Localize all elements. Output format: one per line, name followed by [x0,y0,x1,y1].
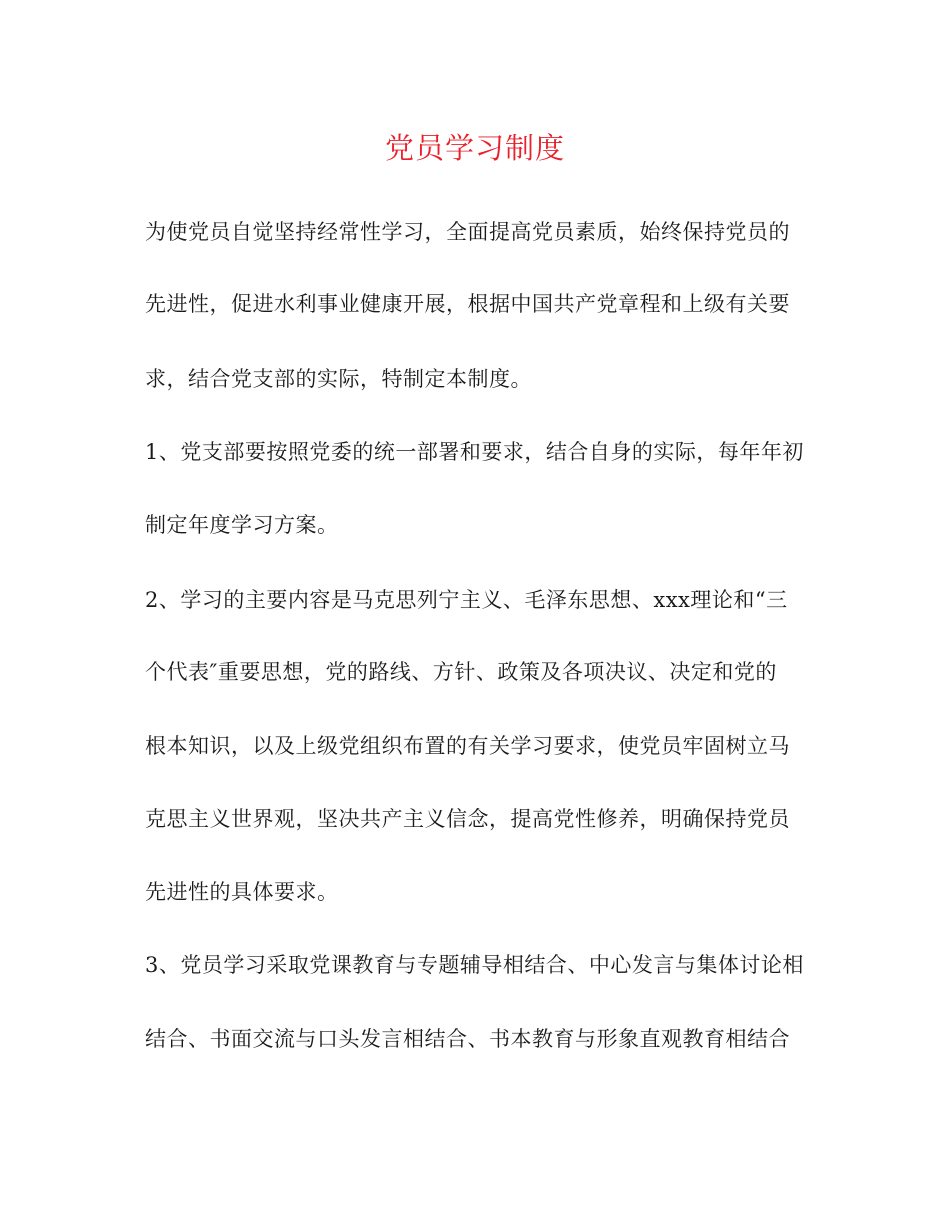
body-line: 个代表″重要思想，党的路线、方针、政策及各项决议、决定和党的 [145,660,777,684]
body-line: 先进性的具体要求。 [145,880,339,904]
document-title: 党员学习制度 [384,131,565,165]
body-line: 求，结合党支部的实际，特制定本制度。 [145,367,532,391]
body-line: 克思主义世界观，坚决共产主义信念，提高党性修养，明确保持党员 [145,807,790,831]
body-line: 为使党员自觉坚持经常性学习，全面提高党员素质，始终保持党员的 [145,220,790,244]
body-line: 根本知识，以及上级党组织布置的有关学习要求，使党员牢固树立马 [145,734,790,758]
body-line: 3、党员学习采取党课教育与专题辅导相结合、中心发言与集体讨论相 [145,953,804,977]
body-line: 2、学习的主要内容是马克思列宁主义、毛泽东思想、xxx理论和“三 [145,588,788,612]
body-line: 制定年度学习方案。 [145,513,339,537]
body-line: 1、党支部要按照党委的统一部署和要求，结合自身的实际，每年年初 [145,440,804,464]
body-line: 结合、书面交流与口头发言相结合、书本教育与形象直观教育相结合 [145,1027,790,1051]
body-line: 先进性，促进水利事业健康开展，根据中国共产党章程和上级有关要 [145,292,790,316]
